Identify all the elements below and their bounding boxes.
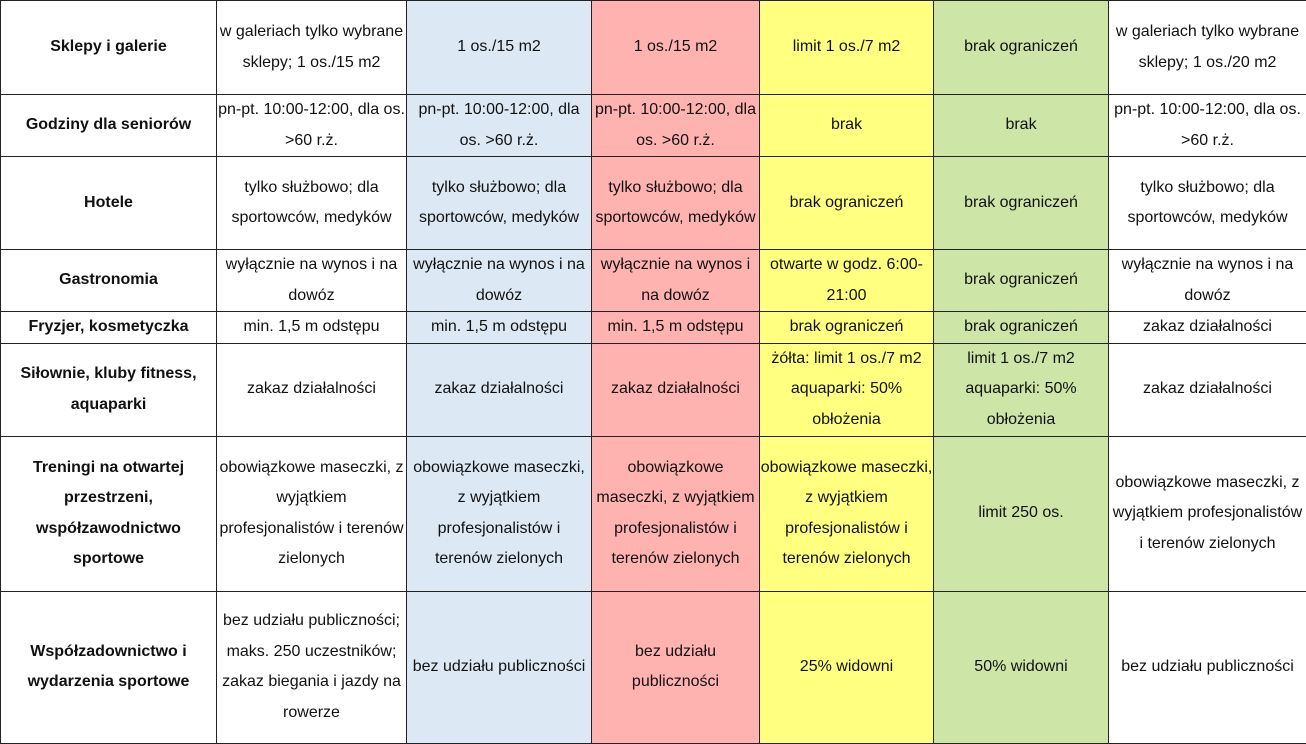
cell: 1 os./15 m2 (592, 1, 760, 95)
cell: wyłącznie na wynos i na dowóz (592, 250, 760, 312)
cell: 25% widowni (760, 591, 934, 743)
row-wydarzenia (1, 591, 1306, 743)
cell: brak ograniczeń (934, 157, 1109, 250)
cell: obowiązkowe maseczki, z wyjątkiem profesjonalistów i terenów zielonych (217, 436, 407, 591)
cell: 50% widowni (934, 591, 1109, 743)
row-gastronomia (1, 250, 1306, 312)
cell: tylko służbowo; dla sportowców, medyków (1109, 157, 1306, 250)
cell: obowiązkowe maseczki, z wyjątkiem profesjonalistów i terenów zielonych (407, 436, 592, 591)
cell: tylko służbowo; dla sportowców, medyków (407, 157, 592, 250)
cell: zakaz działalności (1109, 343, 1306, 436)
row-label: Godziny dla seniorów (1, 95, 217, 157)
cell: brak ograniczeń (760, 312, 934, 344)
cell: wyłącznie na wynos i na dowóz (217, 250, 407, 312)
row-fryzjer (1, 312, 1306, 344)
cell: wyłącznie na wynos i na dowóz (1109, 250, 1306, 312)
cell: tylko służbowo; dla sportowców, medyków (592, 157, 760, 250)
cell: limit 1 os./7 m2 (760, 1, 934, 95)
cell: brak ograniczeń (934, 1, 1109, 95)
cell: 1 os./15 m2 (407, 1, 592, 95)
row-label: Siłownie, kluby fitness, aquaparki (1, 343, 217, 436)
cell: w galeriach tylko wybrane sklepy; 1 os./20 m2 (1109, 1, 1306, 95)
cell: min. 1,5 m odstępu (592, 312, 760, 344)
cell: bez udziału publiczności; maks. 250 uczestników; zakaz biegania i jazdy na rowerze (217, 591, 407, 743)
cell: bez udziału publiczności (1109, 591, 1306, 743)
cell: wyłącznie na wynos i na dowóz (407, 250, 592, 312)
cell: żółta: limit 1 os./7 m2 aquaparki: 50% obłożenia (760, 343, 934, 436)
row-label: Treningi na otwartej przestrzeni, współzawodnictwo sportowe (1, 436, 217, 591)
cell: bez udziału publiczności (407, 591, 592, 743)
cell: brak ograniczeń (934, 312, 1109, 344)
cell: brak (760, 95, 934, 157)
cell: brak ograniczeń (934, 250, 1109, 312)
cell: pn-pt. 10:00-12:00, dla os. >60 r.ż. (407, 95, 592, 157)
cell: zakaz działalności (592, 343, 760, 436)
cell: pn-pt. 10:00-12:00, dla os. >60 r.ż. (217, 95, 407, 157)
row-label: Gastronomia (1, 250, 217, 312)
cell: zakaz działalności (1109, 312, 1306, 344)
row-silownie (1, 343, 1306, 436)
cell: zakaz działalności (217, 343, 407, 436)
cell: otwarte w godz. 6:00-21:00 (760, 250, 934, 312)
row-sklepy (1, 1, 1306, 95)
cell: obowiązkowe maseczki, z wyjątkiem profesjonalistów i terenów zielonych (592, 436, 760, 591)
cell: zakaz działalności (407, 343, 592, 436)
cell: limit 1 os./7 m2 aquaparki: 50% obłożenia (934, 343, 1109, 436)
cell: obowiązkowe maseczki, z wyjątkiem profesjonalistów i terenów zielonych (1109, 436, 1306, 591)
cell: pn-pt. 10:00-12:00, dla os. >60 r.ż. (592, 95, 760, 157)
cell: brak ograniczeń (760, 157, 934, 250)
row-treningi (1, 436, 1306, 591)
row-label: Sklepy i galerie (1, 1, 217, 95)
cell: tylko służbowo; dla sportowców, medyków (217, 157, 407, 250)
row-label: Hotele (1, 157, 217, 250)
cell: bez udziału publiczności (592, 591, 760, 743)
cell: min. 1,5 m odstępu (407, 312, 592, 344)
cell: limit 250 os. (934, 436, 1109, 591)
cell: min. 1,5 m odstępu (217, 312, 407, 344)
cell: brak (934, 95, 1109, 157)
row-hotele (1, 157, 1306, 250)
row-label: Współzadownictwo i wydarzenia sportowe (1, 591, 217, 743)
cell: obowiązkowe maseczki, z wyjątkiem profesjonalistów i terenów zielonych (760, 436, 934, 591)
row-seniorzy (1, 95, 1306, 157)
cell: pn-pt. 10:00-12:00, dla os. >60 r.ż. (1109, 95, 1306, 157)
row-label: Fryzjer, kosmetyczka (1, 312, 217, 344)
cell: w galeriach tylko wybrane sklepy; 1 os./15 m2 (217, 1, 407, 95)
